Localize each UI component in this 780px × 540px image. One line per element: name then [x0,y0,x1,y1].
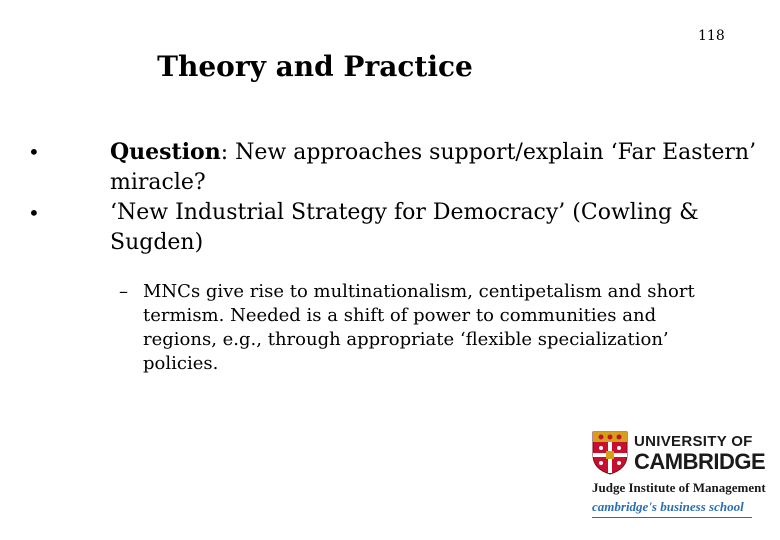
bullet-text [110,140,756,195]
cambridge-logo [592,431,766,521]
logo-judge-institute: Judge Institute of Management [592,480,766,495]
bullet-item-strategy [28,198,758,258]
bullet-list [28,137,758,258]
logo-business-school: cambridge's business school [592,499,744,514]
logo-cambridge: CAMBRIDGE [634,449,766,474]
sub-bullet [119,280,719,376]
logo-underline [592,517,752,518]
logo-university-of: UNIVERSITY OF [634,433,753,450]
bullet-marker: • [28,140,40,164]
sub-bullet-dash: – [119,281,128,302]
slide-title: Theory and Practice [157,50,473,83]
bullet-bold-label: Question [110,139,221,165]
bullet-item-question [28,137,758,198]
bullet-body: : New approaches support/explain ‘Far Eastern’ miracle? [110,140,757,195]
bullet-marker: • [28,201,40,225]
bullet-body: ‘New Industrial Strategy for Democracy’ (Cowling & Sugden) [110,200,699,255]
sub-bullet-text: MNCs give rise to multinationalism, centipetalism and short termism. Needed is a shift of power to communities and regions, e.g., through appropriate ‘flexible specialization’ policies. [143,281,695,374]
cambridge-shield-icon [592,431,628,475]
slide-number: 118 [698,28,725,44]
